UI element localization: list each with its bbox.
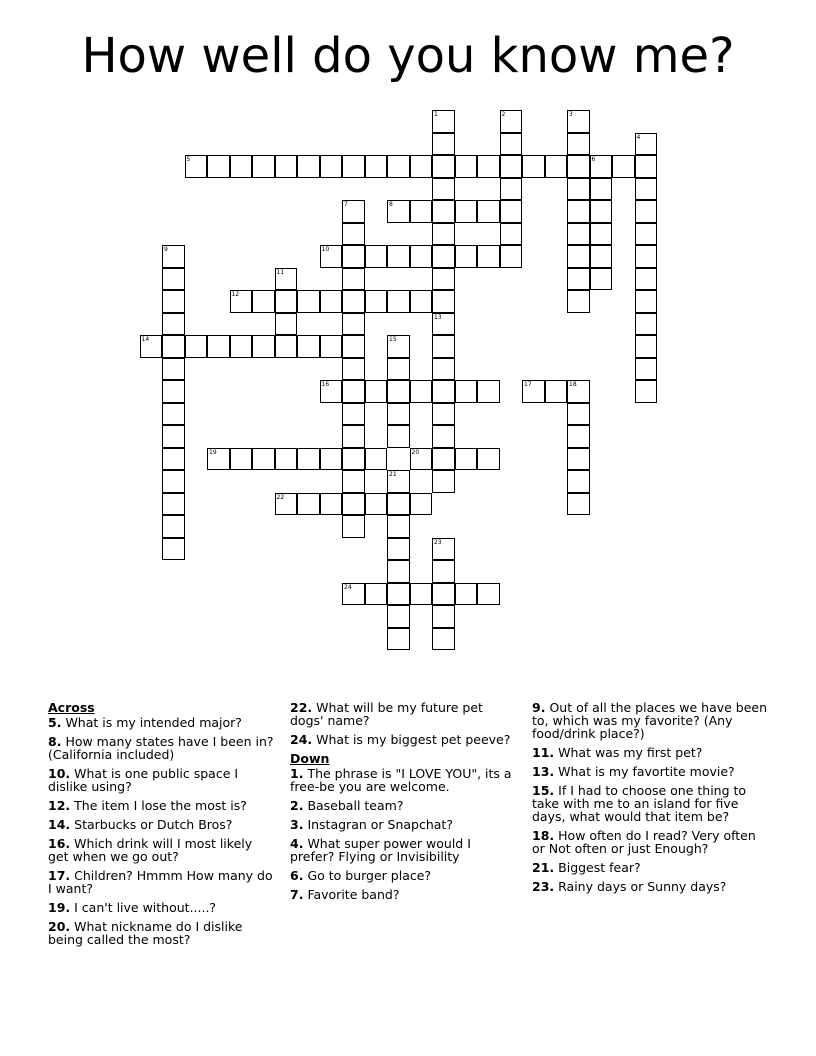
clue-number: 6 xyxy=(591,156,596,163)
clue-down-9: 9. Out of all the places we have been to, which was my favorite? (Any food/drink place?) xyxy=(532,700,768,741)
grid-cell[interactable] xyxy=(635,155,658,178)
grid-cell[interactable] xyxy=(455,380,478,403)
grid-cell[interactable] xyxy=(567,403,590,426)
clue-across-19: 19. I can't live without.....? xyxy=(48,900,217,915)
grid-cell[interactable] xyxy=(500,223,523,246)
grid-cell[interactable] xyxy=(477,155,500,178)
grid-cell[interactable] xyxy=(387,200,410,223)
grid-cell[interactable] xyxy=(567,380,590,403)
grid-cell[interactable] xyxy=(522,380,545,403)
grid-cell[interactable] xyxy=(567,268,590,291)
clue-across-17: 17. Children? Hmmm How many do I want? xyxy=(48,868,273,896)
down-heading: Down xyxy=(290,751,330,766)
grid-cell[interactable] xyxy=(275,448,298,471)
grid-cell[interactable] xyxy=(432,605,455,628)
grid-cell[interactable] xyxy=(567,223,590,246)
grid-cell[interactable] xyxy=(432,380,455,403)
grid-cell[interactable] xyxy=(320,493,343,516)
grid-cell[interactable] xyxy=(162,268,185,291)
grid-cell[interactable] xyxy=(432,200,455,223)
grid-cell[interactable] xyxy=(477,245,500,268)
clue-down-7: 7. Favorite band? xyxy=(290,887,400,902)
grid-cell[interactable] xyxy=(500,200,523,223)
grid-cell[interactable] xyxy=(342,335,365,358)
grid-cell[interactable] xyxy=(297,290,320,313)
clue-number: 10 xyxy=(321,246,330,253)
clue-number: 14 xyxy=(141,336,150,343)
grid-cell[interactable] xyxy=(162,493,185,516)
clue-number: 23 xyxy=(434,538,442,546)
grid-cell[interactable] xyxy=(567,133,590,156)
grid-cell[interactable] xyxy=(635,245,658,268)
grid-cell[interactable] xyxy=(162,470,185,493)
grid-cell[interactable] xyxy=(320,448,343,471)
grid-cell[interactable] xyxy=(320,245,343,268)
grid-cell[interactable] xyxy=(342,515,365,538)
grid-cell[interactable] xyxy=(387,425,410,448)
grid-cell[interactable] xyxy=(162,538,185,561)
grid-cell[interactable] xyxy=(432,268,455,291)
grid-cell[interactable] xyxy=(432,470,455,493)
grid-cell[interactable] xyxy=(635,335,658,358)
grid-cell[interactable] xyxy=(500,178,523,201)
grid-cell[interactable] xyxy=(387,583,410,606)
grid-cell[interactable] xyxy=(207,335,230,358)
grid-cell[interactable] xyxy=(387,493,410,516)
clue-across-24: 24. What is my biggest pet peeve? xyxy=(290,732,511,747)
grid-cell[interactable] xyxy=(320,290,343,313)
grid-cell[interactable] xyxy=(387,290,410,313)
grid-cell[interactable] xyxy=(342,448,365,471)
grid-cell[interactable] xyxy=(432,358,455,381)
grid-cell[interactable] xyxy=(567,200,590,223)
grid-cell[interactable] xyxy=(342,245,365,268)
grid-cell[interactable] xyxy=(477,200,500,223)
grid-cell[interactable] xyxy=(387,470,410,493)
grid-cell[interactable] xyxy=(590,245,613,268)
grid-cell[interactable] xyxy=(432,448,455,471)
grid-cell[interactable] xyxy=(500,155,523,178)
grid-cell[interactable] xyxy=(410,583,433,606)
grid-cell[interactable] xyxy=(365,493,388,516)
clue-down-11: 11. What was my first pet? xyxy=(532,745,703,760)
grid-cell[interactable] xyxy=(275,493,298,516)
clue-number: 18 xyxy=(569,381,577,388)
grid-cell[interactable] xyxy=(432,425,455,448)
grid-cell[interactable] xyxy=(320,155,343,178)
clue-number: 8 xyxy=(389,201,393,208)
grid-cell[interactable] xyxy=(635,380,658,403)
grid-cell[interactable] xyxy=(635,200,658,223)
clue-number: 13 xyxy=(434,313,442,321)
clue-number: 3 xyxy=(569,111,573,118)
grid-cell[interactable] xyxy=(252,335,275,358)
grid-cell[interactable] xyxy=(365,290,388,313)
grid-cell[interactable] xyxy=(365,448,388,471)
clue-down-13: 13. What is my favortite movie? xyxy=(532,764,735,779)
grid-cell[interactable] xyxy=(455,583,478,606)
grid-cell[interactable] xyxy=(320,335,343,358)
grid-cell[interactable] xyxy=(275,155,298,178)
grid-cell[interactable] xyxy=(365,245,388,268)
grid-cell[interactable] xyxy=(342,200,365,223)
grid-cell[interactable] xyxy=(432,290,455,313)
grid-cell[interactable] xyxy=(477,583,500,606)
grid-cell[interactable] xyxy=(545,380,568,403)
grid-cell[interactable] xyxy=(410,155,433,178)
clue-down-21: 21. Biggest fear? xyxy=(532,860,641,875)
grid-cell[interactable] xyxy=(635,133,658,156)
grid-cell[interactable] xyxy=(162,515,185,538)
grid-cell[interactable] xyxy=(612,155,635,178)
clue-across-10: 10. What is one public space I dislike using? xyxy=(48,766,239,794)
grid-cell[interactable] xyxy=(185,335,208,358)
clue-number: 7 xyxy=(344,201,348,208)
clue-number: 20 xyxy=(411,448,420,456)
grid-cell[interactable] xyxy=(162,425,185,448)
grid-cell[interactable] xyxy=(432,178,455,201)
grid-cell[interactable] xyxy=(342,155,365,178)
clue-down-6: 6. Go to burger place? xyxy=(290,868,432,883)
grid-cell[interactable] xyxy=(500,133,523,156)
grid-cell[interactable] xyxy=(432,403,455,426)
grid-cell[interactable] xyxy=(567,110,590,133)
grid-cell[interactable] xyxy=(252,290,275,313)
grid-cell[interactable] xyxy=(590,223,613,246)
grid-cell[interactable] xyxy=(387,628,410,651)
grid-cell[interactable] xyxy=(342,313,365,336)
grid-cell[interactable] xyxy=(342,380,365,403)
clue-number: 16 xyxy=(321,381,330,388)
grid-cell[interactable] xyxy=(567,493,590,516)
clue-across-16: 16. Which drink will I most likely get when we go out? xyxy=(48,836,253,864)
clue-number: 9 xyxy=(164,246,168,253)
grid-cell[interactable] xyxy=(162,403,185,426)
grid-cell[interactable] xyxy=(567,155,590,178)
grid-cell[interactable] xyxy=(342,358,365,381)
clues-column-1 xyxy=(48,701,274,952)
grid-cell[interactable] xyxy=(432,245,455,268)
grid-cell[interactable] xyxy=(162,358,185,381)
grid-cell[interactable] xyxy=(432,110,455,133)
grid-cell[interactable] xyxy=(590,178,613,201)
grid-cell[interactable] xyxy=(635,313,658,336)
grid-cell[interactable] xyxy=(477,448,500,471)
grid-cell[interactable] xyxy=(342,470,365,493)
grid-cell[interactable] xyxy=(207,448,230,471)
grid-cell[interactable] xyxy=(387,155,410,178)
grid-cell[interactable] xyxy=(275,268,298,291)
grid-cell[interactable] xyxy=(252,448,275,471)
grid-cell[interactable] xyxy=(410,448,433,471)
grid-cell[interactable] xyxy=(590,268,613,291)
clue-number: 1 xyxy=(434,111,438,118)
grid-cell[interactable] xyxy=(567,425,590,448)
grid-cell[interactable] xyxy=(500,110,523,133)
grid-cell[interactable] xyxy=(387,335,410,358)
grid-cell[interactable] xyxy=(387,605,410,628)
clue-across-14: 14. Starbucks or Dutch Bros? xyxy=(48,817,233,832)
grid-cell[interactable] xyxy=(567,178,590,201)
clue-number: 12 xyxy=(231,291,240,298)
clue-down-2: 2. Baseball team? xyxy=(290,798,404,813)
grid-cell[interactable] xyxy=(432,538,455,561)
grid-cell[interactable] xyxy=(432,335,455,358)
grid-cell[interactable] xyxy=(342,268,365,291)
grid-cell[interactable] xyxy=(590,200,613,223)
grid-cell[interactable] xyxy=(365,380,388,403)
clue-number: 21 xyxy=(389,471,397,478)
grid-cell[interactable] xyxy=(252,155,275,178)
clue-down-3: 3. Instagran or Snapchat? xyxy=(290,817,453,832)
grid-cell[interactable] xyxy=(635,223,658,246)
grid-cell[interactable] xyxy=(410,493,433,516)
grid-cell[interactable] xyxy=(432,560,455,583)
clue-across-8: 8. How many states have I been in? (California included) xyxy=(48,734,274,762)
clue-number: 4 xyxy=(636,133,641,141)
grid-cell[interactable] xyxy=(567,245,590,268)
grid-cell[interactable] xyxy=(635,290,658,313)
grid-cell[interactable] xyxy=(365,583,388,606)
clue-number: 17 xyxy=(524,381,532,388)
grid-cell[interactable] xyxy=(522,155,545,178)
grid-cell[interactable] xyxy=(342,290,365,313)
grid-cell[interactable] xyxy=(432,583,455,606)
clue-down-4: 4. What super power would I prefer? Flying or Invisibility xyxy=(290,836,471,864)
clue-down-1: 1. The phrase is "I LOVE YOU", its a free-be you are welcome. xyxy=(290,766,512,794)
grid-cell[interactable] xyxy=(590,155,613,178)
grid-cell[interactable] xyxy=(342,583,365,606)
grid-cell[interactable] xyxy=(230,335,253,358)
grid-cell[interactable] xyxy=(432,223,455,246)
grid-cell[interactable] xyxy=(500,245,523,268)
grid-cell[interactable] xyxy=(162,380,185,403)
grid-cell[interactable] xyxy=(230,155,253,178)
grid-cell[interactable] xyxy=(230,290,253,313)
clues-column-2 xyxy=(290,701,516,907)
grid-cell[interactable] xyxy=(410,380,433,403)
grid-cell[interactable] xyxy=(162,245,185,268)
clue-number: 24 xyxy=(344,583,352,591)
grid-cell[interactable] xyxy=(635,358,658,381)
clue-number: 2 xyxy=(501,111,506,118)
grid-cell[interactable] xyxy=(432,155,455,178)
across-heading: Across xyxy=(48,700,95,715)
clue-across-22: 22. What will be my future pet dogs' name? xyxy=(290,700,483,728)
grid-cell[interactable] xyxy=(432,628,455,651)
grid-cell[interactable] xyxy=(410,200,433,223)
grid-cell[interactable] xyxy=(342,425,365,448)
grid-cell[interactable] xyxy=(387,245,410,268)
grid-cell[interactable] xyxy=(162,335,185,358)
clue-across-5: 5. What is my intended major? xyxy=(48,715,242,730)
grid-cell[interactable] xyxy=(387,380,410,403)
clue-down-18: 18. How often do I read? Very often or Not often or just Enough? xyxy=(532,828,756,856)
grid-cell[interactable] xyxy=(320,380,343,403)
grid-cell[interactable] xyxy=(455,155,478,178)
clue-number: 5 xyxy=(186,156,191,163)
grid-cell[interactable] xyxy=(387,403,410,426)
grid-cell[interactable] xyxy=(387,560,410,583)
grid-cell[interactable] xyxy=(140,335,163,358)
grid-cell[interactable] xyxy=(387,538,410,561)
grid-cell[interactable] xyxy=(275,290,298,313)
grid-cell[interactable] xyxy=(162,313,185,336)
grid-cell[interactable] xyxy=(342,403,365,426)
grid-cell[interactable] xyxy=(455,200,478,223)
clue-number: 15 xyxy=(389,336,397,343)
grid-cell[interactable] xyxy=(162,290,185,313)
clue-across-12: 12. The item I lose the most is? xyxy=(48,798,247,813)
grid-cell[interactable] xyxy=(230,448,253,471)
grid-cell[interactable] xyxy=(455,448,478,471)
grid-cell[interactable] xyxy=(275,313,298,336)
grid-cell[interactable] xyxy=(567,470,590,493)
grid-cell[interactable] xyxy=(297,335,320,358)
grid-cell[interactable] xyxy=(432,133,455,156)
clue-down-23: 23. Rainy days or Sunny days? xyxy=(532,879,727,894)
grid-cell[interactable] xyxy=(185,155,208,178)
grid-cell[interactable] xyxy=(410,290,433,313)
grid-cell[interactable] xyxy=(455,245,478,268)
grid-cell[interactable] xyxy=(635,268,658,291)
grid-cell[interactable] xyxy=(297,448,320,471)
clue-down-15: 15. If I had to choose one thing to take with me to an island for five days, what would that item be? xyxy=(532,783,747,824)
grid-cell[interactable] xyxy=(162,448,185,471)
grid-cell[interactable] xyxy=(387,358,410,381)
grid-cell[interactable] xyxy=(545,155,568,178)
grid-cell[interactable] xyxy=(567,290,590,313)
grid-cell[interactable] xyxy=(275,335,298,358)
grid-cell[interactable] xyxy=(207,155,230,178)
grid-cell[interactable] xyxy=(410,245,433,268)
grid-cell[interactable] xyxy=(635,178,658,201)
clue-across-20: 20. What nickname do I dislike being called the most? xyxy=(48,919,243,947)
grid-cell[interactable] xyxy=(297,493,320,516)
clue-number: 19 xyxy=(209,448,217,456)
clues-column-3 xyxy=(532,701,772,899)
grid-cell[interactable] xyxy=(567,448,590,471)
grid-cell[interactable] xyxy=(387,515,410,538)
grid-cell[interactable] xyxy=(432,313,455,336)
grid-cell[interactable] xyxy=(477,380,500,403)
grid-cell[interactable] xyxy=(342,493,365,516)
grid-cell[interactable] xyxy=(365,155,388,178)
grid-cell[interactable] xyxy=(297,155,320,178)
clue-number: 22 xyxy=(276,493,285,501)
grid-cell[interactable] xyxy=(342,223,365,246)
puzzle-title: How well do you know me? xyxy=(81,28,735,84)
clue-number: 11 xyxy=(276,268,285,276)
